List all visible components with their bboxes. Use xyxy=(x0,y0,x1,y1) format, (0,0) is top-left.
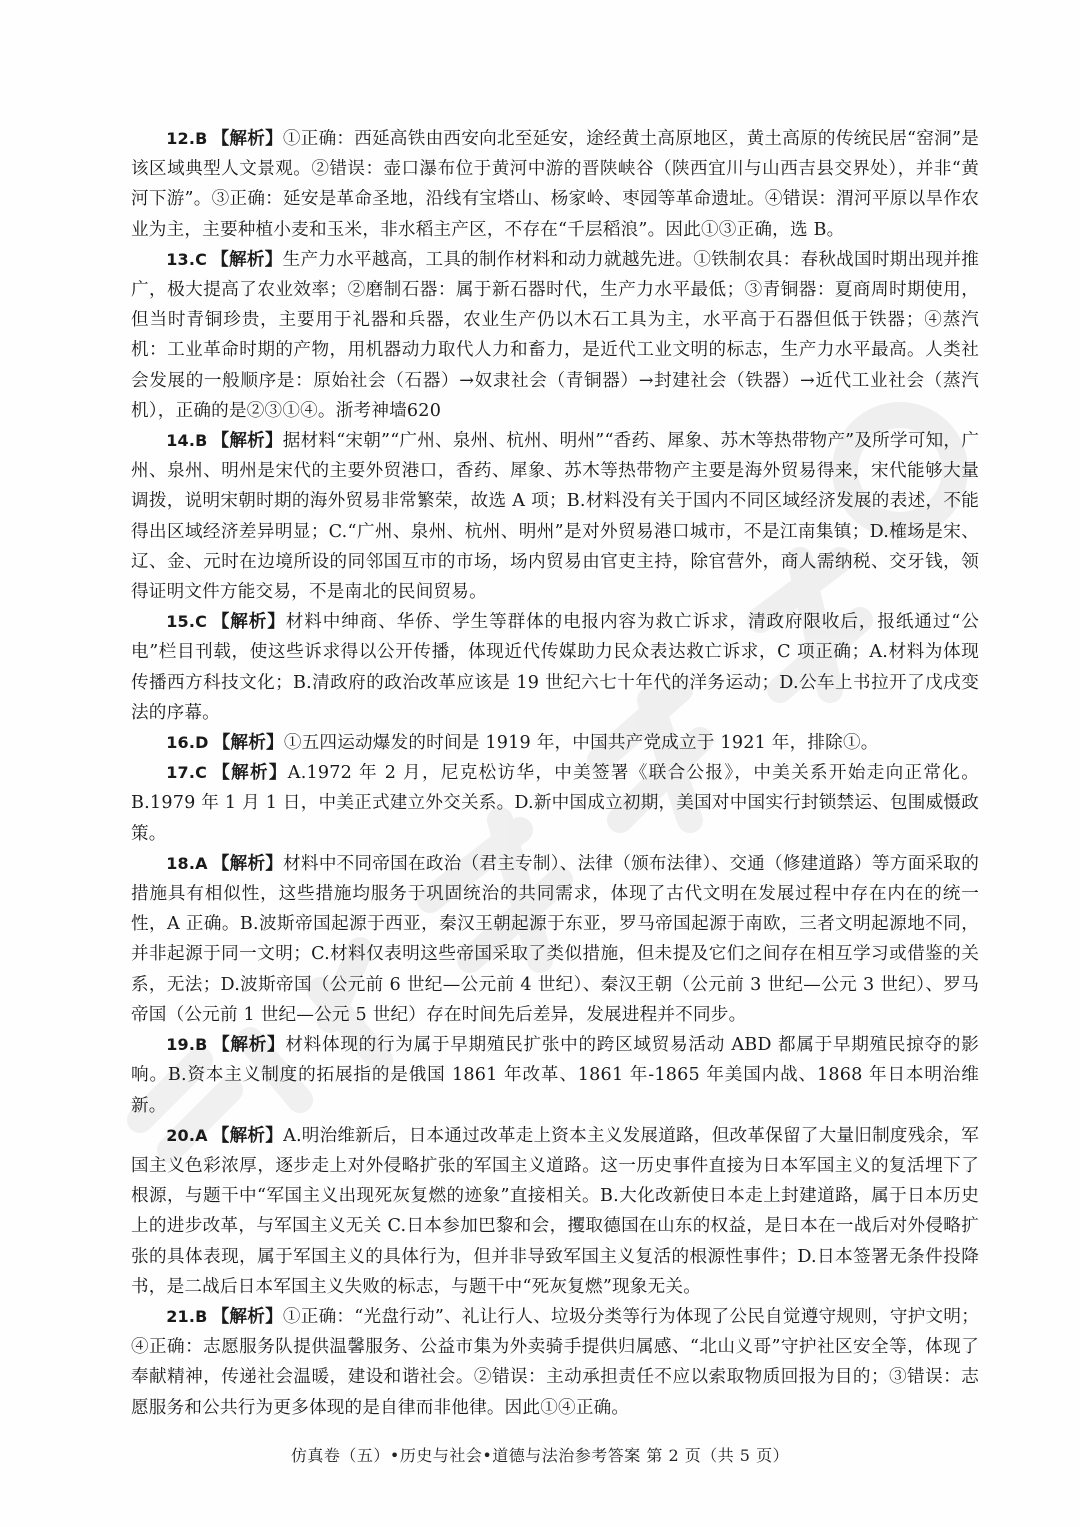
answer-14 xyxy=(131,426,979,607)
analysis-text: A.1972 年 2 月，尼克松访华，中美签署《联合公报》，中美关系开始走向正常化。B.1979 年 1 月 1 日，中美正式建立外交关系。D.新中国成立初期，美国对中国实行封锁禁运、包围威慑政策。 xyxy=(131,763,979,844)
analysis-text: 材料中不同帝国在政治（君主专制）、法律（颁布法律）、交通（修建道路）等方面采取的措施具有相似性，这些措施均服务于巩固统治的共同需求，体现了古代文明在发展过程中存在内在的统一性，A 正确。B.波斯帝国起源于西亚，秦汉王朝起源于东亚，罗马帝国起源于南欧，三者文明起源地不同，并非起源于同一文明；C.材料仅表明这些帝国采取了类似措施，但未提及它们之间存在相互学习或借鉴的关系，无法；D.波斯帝国（公元前 6 世纪—公元前 4 世纪）、秦汉王朝（公元前 3 世纪—公元 3 世纪）、罗马帝国（公元前 1 世纪—公元 5 世纪）存在时间先后差异，发展进程并不同步。 xyxy=(131,853,979,1025)
analysis-tag: 【解析】 xyxy=(211,762,288,784)
analysis-text: 材料体现的行为属于早期殖民扩张中的跨区域贸易活动 ABD 都属于早期殖民掠夺的影响。B.资本主义制度的拓展指的是俄国 1861 年改革、1861 年-1865 年美国内战、1868 年日本明治维新。 xyxy=(131,1035,979,1116)
question-number: 19. xyxy=(166,1035,196,1055)
question-number: 14. xyxy=(166,431,196,451)
answer-15 xyxy=(131,607,979,728)
question-number: 15. xyxy=(166,612,196,632)
analysis-tag: 【解析】 xyxy=(211,611,286,633)
analysis-text: 材料中绅商、华侨、学生等群体的电报内容为救亡诉求，清政府限收后，报纸通过“公电”栏目刊载，使这些诉求得以公开传播，体现近代传媒助力民众表达救亡诉求，C 项正确；A.材料为体现传播西方科技文化；B.清政府的政治改革应该是 19 世纪六七十年代的洋务运动；D.公车上书拉开了戊戌变法的序幕。 xyxy=(131,612,979,723)
answer-16 xyxy=(131,728,979,758)
answer-choice: A xyxy=(195,853,208,873)
answer-choice: B xyxy=(195,431,208,451)
answer-list xyxy=(131,124,979,1423)
answer-12 xyxy=(131,124,979,245)
answer-17 xyxy=(131,758,979,849)
question-number: 18. xyxy=(166,853,196,873)
question-number: 16. xyxy=(166,733,196,753)
answer-19 xyxy=(131,1030,979,1121)
answer-choice: C xyxy=(195,249,208,269)
answer-18 xyxy=(131,849,979,1030)
answer-21 xyxy=(131,1302,979,1423)
analysis-tag: 【解析】 xyxy=(211,430,283,452)
answer-choice: B xyxy=(195,1306,208,1326)
question-number: 12. xyxy=(166,129,196,148)
analysis-text: ①五四运动爆发的时间是 1919 年，中国共产党成立于 1921 年，排除①。 xyxy=(283,733,879,754)
answer-choice: D xyxy=(195,733,209,753)
analysis-text: 据材料“宋朝”“广州、泉州、杭州、明州”“香药、犀象、苏木等热带物产”及所学可知，广州、泉州、明州是宋代的主要外贸港口，香药、犀象、苏木等热带物产主要是海外贸易得来，宋代能够大量调拨，说明宋朝时期的海外贸易非常繁荣，故选 A 项；B.材料没有关于国内不同区域经济发展的表述，不能得出区域经济差异明显；C.“广州、泉州、杭州、明州”是对外贸易港口城市，不是江南集镇；D.榷场是宋、辽、金、元时在边境所设的同邻国互市的市场，场内贸易由官吏主持，除官营外，商人需纳税、交牙钱，领得证明文件方能交易，不是南北的民间贸易。 xyxy=(131,431,979,603)
analysis-tag: 【解析】 xyxy=(211,1034,286,1056)
answer-choice: B xyxy=(195,129,208,148)
answer-20 xyxy=(131,1121,979,1302)
answer-choice: C xyxy=(195,763,208,783)
question-number: 21. xyxy=(166,1306,196,1326)
answer-13 xyxy=(131,245,979,426)
analysis-text: 生产力水平越高，工具的制作材料和动力就越先进。①铁制农具：春秋战国时期出现并推广，极大提高了农业效率；②磨制石器：属于新石器时代，生产力水平最低；③青铜器：夏商周时期使用，但当时青铜珍贵，主要用于礼器和兵器，农业生产仍以木石工具为主，水平高于石器但低于铁器；④蒸汽机：工业革命时期的产物，用机器动力取代人力和畜力，是近代工业文明的标志，生产力水平最高。人类社会发展的一般顺序是：原始社会（石器）→奴隶社会（青铜器）→封建社会（铁器）→近代工业社会（蒸汽机），正确的是②③①④。浙考神墙620 xyxy=(131,249,979,421)
analysis-tag: 【解析】 xyxy=(211,248,283,270)
answer-choice: A xyxy=(195,1125,208,1145)
analysis-tag: 【解析】 xyxy=(211,852,284,874)
question-number: 17. xyxy=(166,763,196,783)
page-footer: 仿真卷（五）•历史与社会•道德与法治参考答案 第 2 页（共 5 页） xyxy=(290,1446,790,1465)
question-number: 13. xyxy=(166,249,196,269)
analysis-text: ①正确：西延高铁由西安向北至延安，途经黄土高原地区，黄土高原的传统民居“窑洞”是该区域典型人文景观。②错误：壶口瀑布位于黄河中游的晋陕峡谷（陕西宜川与山西吉县交界处），并非“黄河下游”。③正确：延安是革命圣地，沿线有宝塔山、杨家岭、枣园等革命遗址。④错误：渭河平原以旱作农业为主，主要种植小麦和玉米，非水稻主产区，不存在“千层稻浪”。因此①③正确，选 B。 xyxy=(131,129,979,240)
answer-choice: B xyxy=(195,1035,208,1055)
analysis-text: ①正确：“光盘行动”、礼让行人、垃圾分类等行为体现了公民自觉遵守规则，守护文明；④正确：志愿服务队提供温馨服务、公益市集为外卖骑手提供归属感、“北山义哥”守护社区安全等，体现了奉献精神，传递社会温暖，建设和谐社会。②错误：主动承担责任不应以索取物质回报为目的；③错误：志愿服务和公共行为更多体现的是自律而非他律。因此①④正确。 xyxy=(131,1306,979,1418)
analysis-tag: 【解析】 xyxy=(211,1305,283,1327)
answer-choice: C xyxy=(195,612,208,632)
analysis-tag: 【解析】 xyxy=(211,128,283,149)
analysis-tag: 【解析】 xyxy=(211,1124,284,1146)
question-number: 20. xyxy=(166,1125,196,1145)
analysis-tag: 【解析】 xyxy=(212,732,284,754)
analysis-text: A.明治维新后，日本通过改革走上资本主义发展道路，但改革保留了大量旧制度残余，军国主义色彩浓厚，逐步走上对外侵略扩张的军国主义道路。这一历史事件直接为日本军国主义的复活埋下了根源，与题干中“军国主义出现死灰复燃的迹象”直接相关。B.大化改新使日本走上封建道路，属于日本历史上的进步改革，与军国主义无关 C.日本参加巴黎和会，攫取德国在山东的权益，是日本在一战后对外侵略扩张的具体表现，属于军国主义的具体行为，但并非导致军国主义复活的根源性事件；D.日本签署无条件投降书，是二战后日本军国主义失败的标志，与题干中“死灰复燃”现象无关。 xyxy=(131,1125,979,1297)
